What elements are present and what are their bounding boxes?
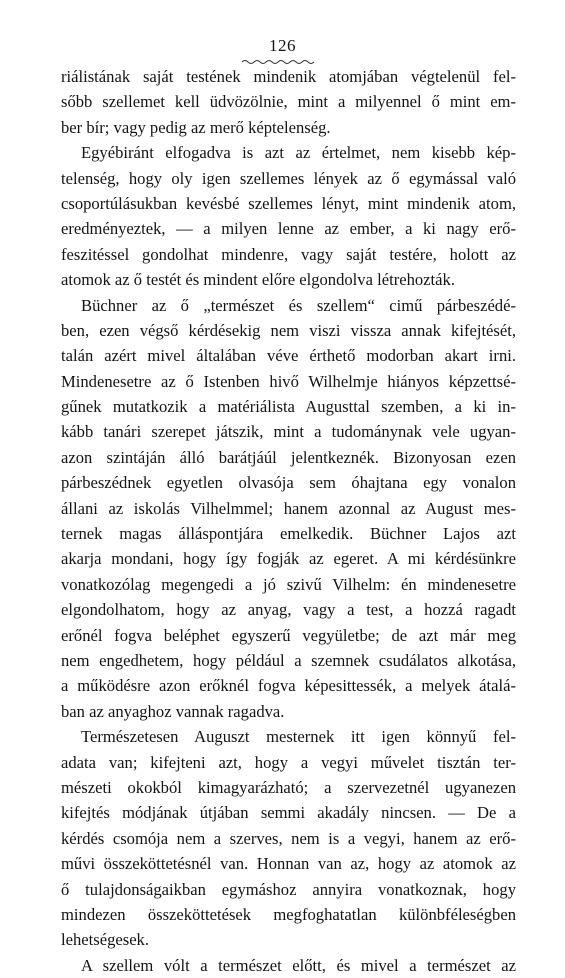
text-line: azon szintáján álló barátjáúl jelentkeznék. Bizonyosan ezen <box>61 447 516 467</box>
paragraph <box>61 140 516 292</box>
text-line: adata van; kifejteni azt, hogy a vegyi művelet tisztán ter- <box>61 752 516 772</box>
paragraph <box>61 293 516 725</box>
body-text <box>61 64 516 978</box>
text-line: csoportúlásukban kevésbé szellemes lényt, mint mindenik atom, <box>61 193 516 213</box>
text-line: sőbb szellemet kell üdvözölnie, mint a milyennel ő mint em- <box>61 92 516 112</box>
text-line: telenség, hogy oly igen szellemes lények az ő egymással való <box>61 168 516 188</box>
text-line: művi összeköttetésnél van. Honnan van az, hogy az atomok az <box>61 854 516 874</box>
text-line: kább tanári szerepet játszik, mint a tudománynak vele ugyan- <box>61 422 516 442</box>
text-line: atomok az ő testét és mindent előre elgondolva létrehozták. <box>61 270 455 290</box>
text-line: kérdés csomója nem a szerves, nem is a vegyi, hanem az erő- <box>61 828 516 848</box>
text-line: állani az iskolás Vilhelmmel; hanem azonnal az August mes- <box>61 498 516 518</box>
text-line: párbeszédnek egyetlen olvasója sem óhajtana egy vonalon <box>61 473 516 493</box>
text-line: ő tulajdonságaikban egymáshoz annyira vonatkoznak, hogy <box>61 879 516 899</box>
text-line: Egyébiránt elfogadva is azt az értelmet, nem kisebb kép- <box>81 143 516 163</box>
text-line: erőnél fogva beléphet egyszerű vegyületbe; de azt már meg <box>61 625 516 645</box>
text-line: mészeti okokból kimagyarázható; a szervezetnél ugyanezen <box>61 777 516 797</box>
text-line: ternek magas álláspontjára emelkedik. Büchner Lajos azt <box>61 524 516 544</box>
text-line: akarja mondani, hogy így fogják az egeret. A mi kérdésünkre <box>61 549 516 569</box>
paragraph <box>61 64 516 140</box>
text-line: talán azért mivel általában véve érthető modorban akart irni. <box>61 346 516 366</box>
text-line: elgondolhatom, hogy az anyag, vagy a test, a hozzá ragadt <box>61 600 516 620</box>
text-line: A szellem vólt a természet előtt, és mivel a természet az <box>81 955 516 975</box>
text-line: Mindenesetre az ő Istenben hivő Wilhelmje hiányos képzettsé- <box>61 371 516 391</box>
text-line: a működésre azon erőknél fogva képesittessék, a melyek átalá- <box>61 676 516 696</box>
text-line: nem engedhetem, hogy például a szemnek csudálatos alkotása, <box>61 650 516 670</box>
text-line: kifejtés módjának útjában semmi akadály nincsen. — De a <box>61 803 516 823</box>
text-line: lehetségesek. <box>61 930 150 950</box>
text-line: vonatkozólag megengedi a jó szivű Vilhelm: én mindenesetre <box>61 574 516 594</box>
text-line: mindezen összeköttetések megfoghatatlan különbféleségben <box>61 904 516 924</box>
text-line: Büchner az ő „természet és szellem“ cimű párbeszédé- <box>81 295 516 315</box>
text-line: ben, ezen végső kérdésekig nem viszi vissza annak kifejtését, <box>61 320 516 340</box>
text-line: ber bír; vagy pedig az merő képtelenség. <box>61 117 331 137</box>
text-line: feszitéssel gondolhat mindenre, vagy saját testére, holott az <box>61 244 516 264</box>
text-line: Természetesen Auguszt mesternek itt igen könnyű fel- <box>81 727 516 747</box>
text-line: ban az anyaghoz vannak ragadva. <box>61 701 285 721</box>
page-number: 126 <box>269 36 296 55</box>
text-line: gűnek mutatkozik a matériálista Augusttal szemben, a ki in- <box>61 397 516 417</box>
text-line: riálistának saját testének mindenik atomjában végtelenül fel- <box>61 67 516 86</box>
paragraph <box>61 953 516 978</box>
text-line: eredményeztek, — a milyen lenne az ember, a ki nagy erő- <box>61 219 516 239</box>
paragraph <box>61 724 516 953</box>
